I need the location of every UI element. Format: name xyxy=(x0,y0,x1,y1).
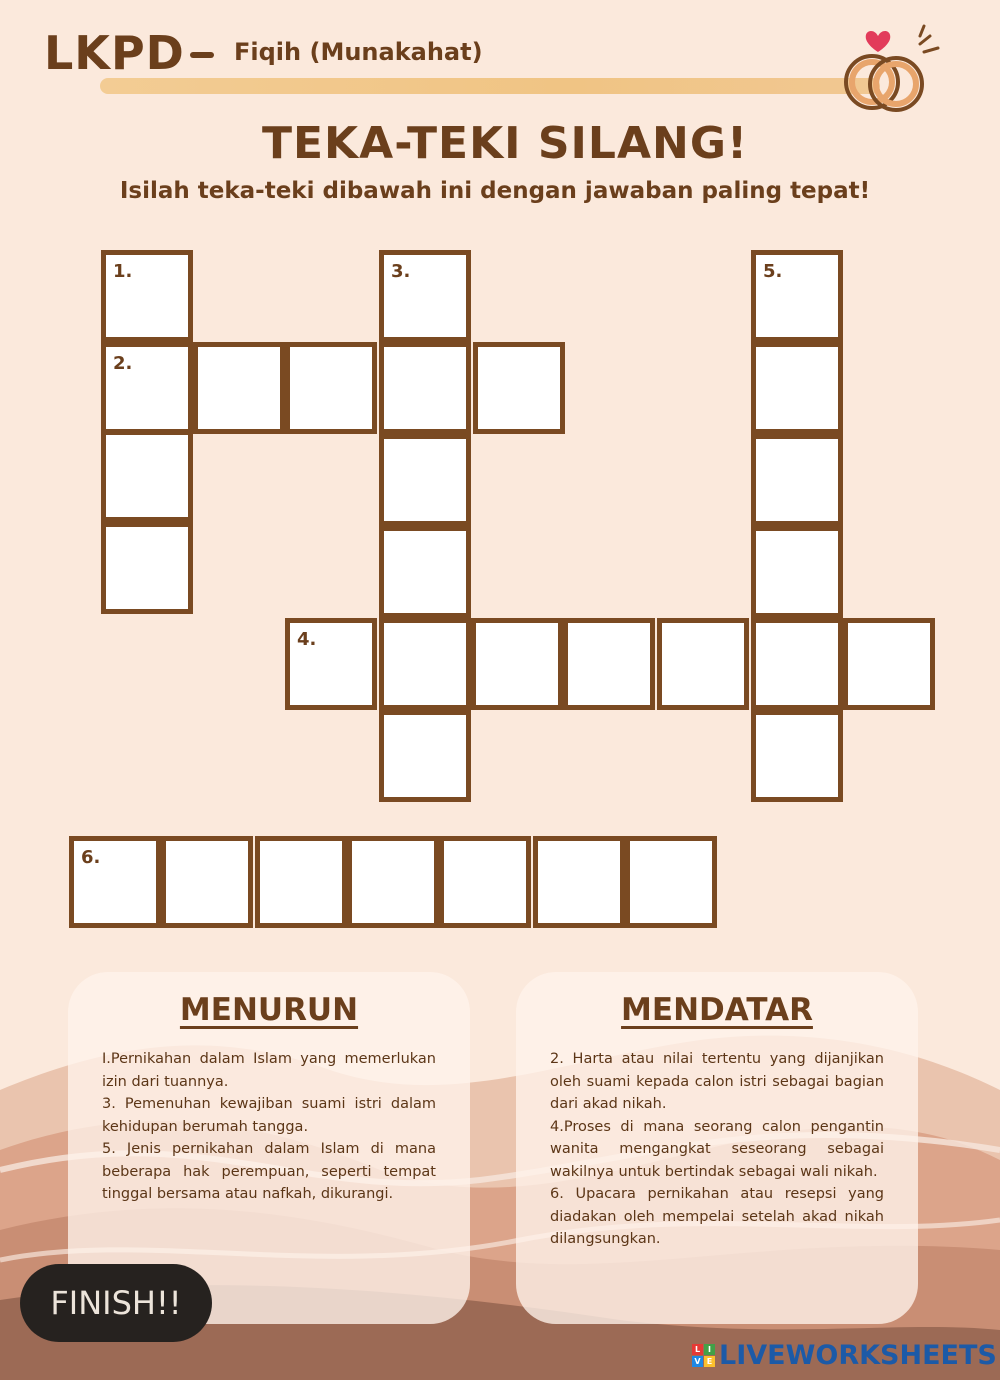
clue-number-3: 3. xyxy=(391,261,411,282)
crossword-cell[interactable] xyxy=(379,710,471,802)
mendatar-panel xyxy=(516,972,918,1324)
crossword-cell[interactable] xyxy=(379,526,471,618)
crossword-cell[interactable] xyxy=(101,522,193,614)
liveworksheets-logo-icon: L I V E xyxy=(692,1344,715,1367)
crossword-cell[interactable] xyxy=(193,342,285,434)
main-title: TEKA-TEKI SILANG! xyxy=(261,118,749,169)
crossword-cell[interactable] xyxy=(101,342,193,434)
crossword-cell[interactable] xyxy=(161,836,253,928)
clue-number-4: 4. xyxy=(297,629,317,650)
crossword-cell[interactable] xyxy=(563,618,655,710)
mendatar-heading: MENDATAR xyxy=(621,992,813,1028)
crossword-cell[interactable] xyxy=(379,618,471,710)
crossword-cell[interactable] xyxy=(751,342,843,434)
header-subtitle: Fiqih (Munakahat) xyxy=(234,38,483,66)
crossword-cell[interactable] xyxy=(751,250,843,342)
crossword-cell[interactable] xyxy=(101,430,193,522)
crossword-cell[interactable] xyxy=(101,250,193,342)
wedding-rings-icon xyxy=(830,22,950,122)
crossword-cell[interactable] xyxy=(625,836,717,928)
menurun-clue-list xyxy=(68,1048,470,1206)
clue-down-1: I.Pernikahan dalam Islam yang memerlukan izin dari tuannya. xyxy=(102,1051,436,1090)
clue-number-2: 2. xyxy=(113,353,133,374)
crossword-cell[interactable] xyxy=(533,836,625,928)
crossword-cell[interactable] xyxy=(285,342,377,434)
instruction-text: Isilah teka-teki dibawah ini dengan jawaban paling tepat! xyxy=(119,178,871,204)
crossword-cell[interactable] xyxy=(347,836,439,928)
crossword-cell[interactable] xyxy=(69,836,161,928)
header-underline-stroke xyxy=(100,78,880,94)
header-dash xyxy=(190,52,214,58)
crossword-cell[interactable] xyxy=(751,710,843,802)
crossword-cell[interactable] xyxy=(379,434,471,526)
clue-number-6: 6. xyxy=(81,847,101,868)
crossword-cell[interactable] xyxy=(439,836,531,928)
header-title: LKPD xyxy=(44,26,185,80)
crossword-cell[interactable] xyxy=(255,836,347,928)
crossword-cell[interactable] xyxy=(471,618,563,710)
crossword-cell[interactable] xyxy=(751,526,843,618)
crossword-cell[interactable] xyxy=(473,342,565,434)
clue-across-6: 6. Upacara pernikahan atau resepsi yang diadakan oleh mempelai setelah akad nikah dilangsungkan. xyxy=(550,1186,884,1247)
crossword-cell[interactable] xyxy=(379,342,471,434)
clue-across-2: 2. Harta atau nilai tertentu yang dijanjikan oleh suami kepada calon istri sebagai bagian dari akad nikah. xyxy=(550,1051,884,1112)
clue-number-1: 1. xyxy=(113,261,133,282)
clue-down-5: 5. Jenis pernikahan dalam Islam di mana beberapa hak perempuan, seperti tempat tinggal bersama atau nafkah, dikurangi. xyxy=(102,1141,436,1202)
crossword-cell[interactable] xyxy=(751,618,843,710)
crossword-cell[interactable] xyxy=(657,618,749,710)
clue-number-5: 5. xyxy=(763,261,783,282)
crossword-cell[interactable] xyxy=(285,618,377,710)
crossword-cell[interactable] xyxy=(379,250,471,342)
clue-across-4: 4.Proses di mana seorang calon pengantin wanita mengangkat seseorang sebagai wakilnya untuk bertindak sebagai wali nikah. xyxy=(550,1118,884,1180)
menurun-heading: MENURUN xyxy=(179,992,359,1028)
crossword-cell[interactable] xyxy=(843,618,935,710)
liveworksheets-watermark xyxy=(692,1340,997,1370)
finish-button[interactable]: FINISH!! xyxy=(20,1264,212,1342)
liveworksheets-text: LIVEWORKSHEETS xyxy=(719,1339,997,1371)
clue-down-3: 3. Pemenuhan kewajiban suami istri dalam kehidupan berumah tangga. xyxy=(102,1096,436,1135)
mendatar-clue-list xyxy=(516,1048,918,1251)
crossword-cell[interactable] xyxy=(751,434,843,526)
